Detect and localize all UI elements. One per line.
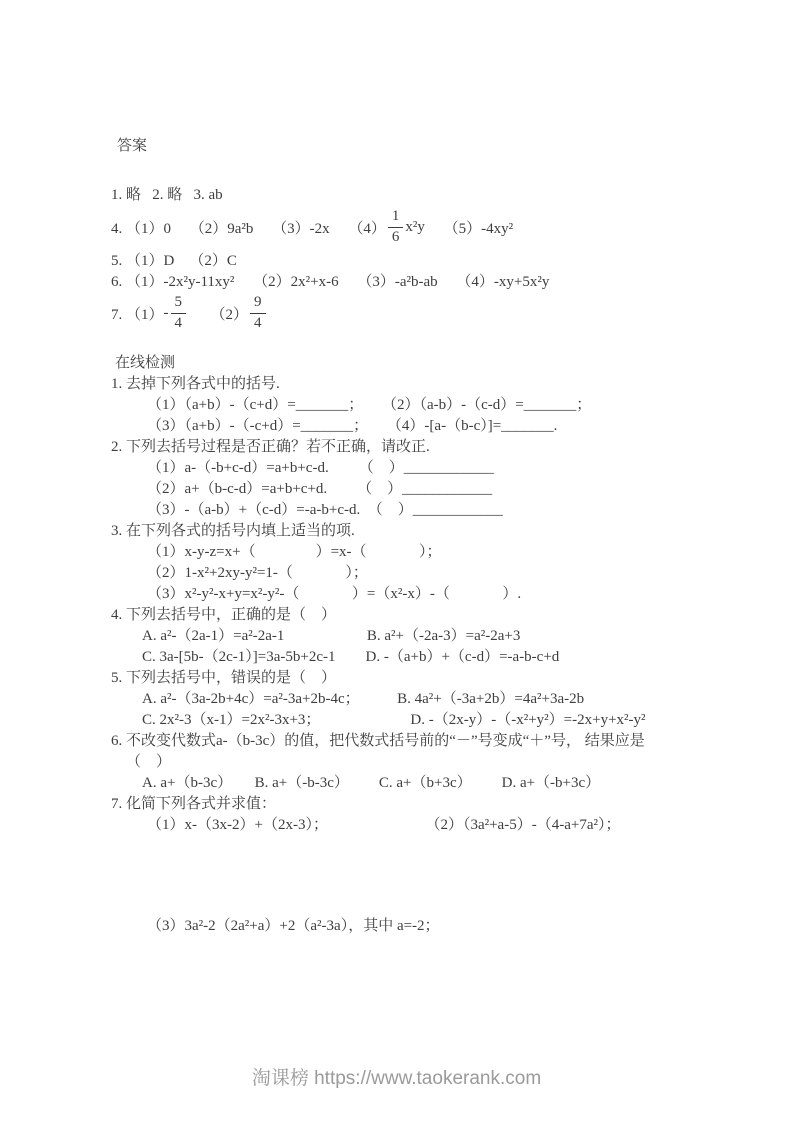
answers-row-7-prefix: 7. （1）: [111, 306, 164, 323]
fraction-numerator: 9: [254, 294, 262, 311]
q1-line-1: （1）（a+b）-（c+d）=_______； （2）（a-b）-（c-d）=_______；: [147, 397, 592, 413]
answers-row-4: [111, 205, 751, 249]
q2-line-3: （3）-（a-b）+（c-d）=-a-b+c-d. （ ）____________: [147, 502, 503, 518]
fraction-numerator: 1: [391, 208, 400, 225]
q2-line-1: （1）a-（-b+c-d）=a+b+c-d. （ ）____________: [147, 460, 494, 476]
answers-row-4-suffix: （5）-4xy²: [424, 220, 514, 237]
answers-row-1to3: 1. 略 2. 略 3. ab: [111, 187, 223, 203]
fraction-numerator: 5: [174, 294, 183, 311]
minus-sign: -: [163, 304, 169, 321]
fraction-denominator: 6: [388, 227, 404, 246]
q3-stem: 3. 在下列各式的括号内填上适当的项.: [111, 523, 355, 539]
q3-line-2: （2）1-x²+2xy-y²=1-（ ）；: [147, 565, 368, 581]
footer-watermark: 淘课榜 https://www.taokerank.com: [251, 1068, 542, 1089]
fraction-nine-fourths: [250, 294, 266, 332]
q3-line-1: （1）x-y-z=x+（ ）=x-（ ）；: [147, 544, 442, 560]
q5-options-ab: A. a²-（3a-2b+4c）=a²-3a+2b-4c； B. 4a²+（-3a+2b）=4a²+3a-2b: [142, 691, 585, 707]
q6-answer-parens: （ ）: [126, 754, 172, 770]
q7-stem: 7. 化简下列各式并求值：: [111, 796, 277, 812]
worksheet-content: [111, 136, 751, 937]
fraction-denominator: 4: [250, 313, 266, 332]
q2-stem: 2. 下列去括号过程是否正确？若不正确，请改正.: [111, 439, 430, 455]
q7-line-3: （3）3a²-2（2a²+a）+2（a²-3a），其中 a=-2；: [147, 918, 440, 934]
answers-row-5: 5. （1）D （2）C: [111, 253, 237, 269]
test-title: 在线检测: [115, 355, 176, 371]
answers-row-7: [111, 291, 751, 335]
q7-line-1: （1）x-（3x-2）+（2x-3）； （2）（3a²+a-5）-（4-a+7a²）；: [147, 817, 621, 833]
answers-row-4-term: x²y: [405, 218, 425, 235]
answers-title: 答案: [117, 138, 148, 154]
q5-stem: 5. 下列去括号中，错误的是（ ）: [111, 670, 337, 686]
q3-line-3: （3）x²-y²-x+y=x²-y²-（ ）=（x²-x）-（ ）.: [147, 586, 522, 602]
q4-options-ab: A. a²-（2a-1）=a²-2a-1 B. a²+（-2a-3）=a²-2a+3: [142, 628, 521, 644]
q6-stem: 6. 不改变代数式a-（b-3c）的值，把代数式括号前的“－”号变成“＋”号， 结果应是: [111, 733, 645, 749]
q4-stem: 4. 下列去括号中，正确的是（ ）: [111, 607, 337, 623]
q1-stem: 1. 去掉下列各式中的括号.: [111, 376, 280, 392]
q2-line-2: （2）a+（b-c-d）=a+b+c+d. （ ）____________: [147, 481, 493, 497]
fraction-five-fourths: [171, 294, 187, 332]
q1-line-2: （3）（a+b）-（-c+d）=_______； （4）-[a-（b-c）]=_______.: [147, 418, 558, 434]
fraction-one-sixth: [388, 208, 404, 246]
answers-row-6: 6. （1）-2x²y-11xy² （2）2x²+x-6 （3）-a²b-ab （4）-xy+5x²y: [111, 274, 550, 290]
fraction-denominator: 4: [171, 313, 187, 332]
answers-row-7-mid: （2）: [188, 306, 249, 323]
answers-row-4-prefix: 4. （1）0 （2）9a²b （3）-2x （4）: [111, 220, 386, 237]
q4-options-cd: C. 3a-[5b-（2c-1）]=3a-5b+2c-1 D. -（a+b）+（c-d）=-a-b-c+d: [142, 649, 560, 665]
q6-options: A. a+（b-3c） B. a+（-b-3c） C. a+（b+3c） D. a+（-b+3c）: [142, 775, 601, 791]
q5-options-cd: C. 2x²-3（x-1）=2x²-3x+3； D. -（2x-y）-（-x²+y²）=-2x+y+x²-y²: [142, 712, 646, 728]
